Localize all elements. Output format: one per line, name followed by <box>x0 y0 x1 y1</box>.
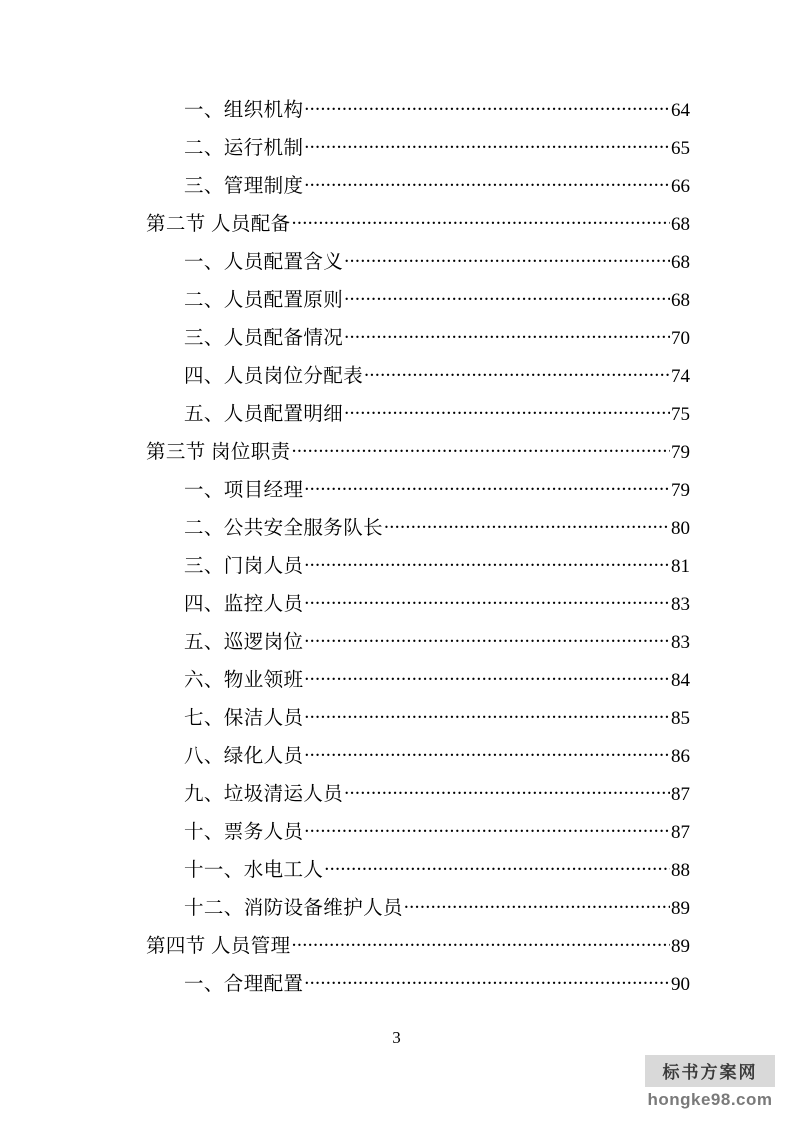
toc-entry-page-number: 68 <box>671 251 690 273</box>
toc-entry-page-number: 85 <box>671 707 690 729</box>
toc-entry-page-number: 88 <box>671 859 690 881</box>
page-number: 3 <box>392 1028 401 1047</box>
toc-entry-label: 三、门岗人员 <box>184 555 304 577</box>
toc-entry[interactable] <box>110 856 690 894</box>
watermark-url-text: hongke98.com <box>647 1090 773 1109</box>
toc-entry[interactable] <box>110 780 690 818</box>
watermark <box>645 1055 775 1110</box>
toc-leader-dots <box>304 970 670 990</box>
toc-entry-page-number: 81 <box>671 555 690 577</box>
toc-leader-dots <box>304 590 670 610</box>
toc-entry-label: 四、监控人员 <box>184 593 304 615</box>
toc-entry[interactable] <box>110 438 690 476</box>
toc-leader-dots <box>344 400 670 420</box>
toc-leader-dots <box>292 932 670 952</box>
toc-entry-page-number: 68 <box>671 213 690 235</box>
toc-entry-label: 第二节 人员配备 <box>146 213 291 235</box>
toc-leader-dots <box>304 134 670 154</box>
toc-entry[interactable] <box>110 628 690 666</box>
toc-entry-label: 六、物业领班 <box>184 669 304 691</box>
toc-leader-dots <box>344 286 670 306</box>
toc-entry[interactable] <box>110 818 690 856</box>
toc-leader-dots <box>304 476 670 496</box>
toc-entry[interactable] <box>110 248 690 286</box>
toc-entry-page-number: 64 <box>671 99 690 121</box>
toc-entry-label: 第三节 岗位职责 <box>146 441 291 463</box>
toc-entry-page-number: 79 <box>671 441 690 463</box>
toc-leader-dots <box>344 780 670 800</box>
toc-entry-page-number: 74 <box>671 365 690 387</box>
watermark-brand-text: 标书方案网 <box>645 1055 775 1087</box>
toc-entry-label: 一、组织机构 <box>184 99 304 121</box>
toc-entry-page-number: 83 <box>671 593 690 615</box>
toc-entry-page-number: 79 <box>671 479 690 501</box>
toc-entry-label: 一、人员配置含义 <box>184 251 344 273</box>
toc-entry-page-number: 75 <box>671 403 690 425</box>
toc-entry-page-number: 70 <box>671 327 690 349</box>
toc-entry-page-number: 68 <box>671 289 690 311</box>
toc-entry-label: 第四节 人员管理 <box>146 935 291 957</box>
toc-leader-dots <box>304 96 670 116</box>
toc-entry[interactable] <box>110 286 690 324</box>
toc-entry-label: 七、保洁人员 <box>184 707 304 729</box>
toc-entry[interactable] <box>110 704 690 742</box>
toc-entry[interactable] <box>110 894 690 932</box>
toc-entry[interactable] <box>110 172 690 210</box>
toc-entry-label: 九、垃圾清运人员 <box>184 783 344 805</box>
toc-entry-label: 八、绿化人员 <box>184 745 304 767</box>
toc-entry-label: 一、项目经理 <box>184 479 304 501</box>
toc-entry-page-number: 65 <box>671 137 690 159</box>
toc-leader-dots <box>324 856 670 876</box>
toc-leader-dots <box>304 628 670 648</box>
toc-entry[interactable] <box>110 552 690 590</box>
toc-entry[interactable] <box>110 666 690 704</box>
toc-entry-label: 四、人员岗位分配表 <box>184 365 364 387</box>
toc-entry-page-number: 87 <box>671 783 690 805</box>
toc-entry[interactable] <box>110 476 690 514</box>
toc-entry[interactable] <box>110 970 690 1008</box>
toc-leader-dots <box>304 704 670 724</box>
toc-entry-page-number: 89 <box>671 935 690 957</box>
toc-entry-label: 十一、水电工人 <box>184 859 324 881</box>
toc-entry-page-number: 83 <box>671 631 690 653</box>
toc-leader-dots <box>304 818 670 838</box>
table-of-contents <box>110 96 690 1008</box>
toc-entry-label: 十、票务人员 <box>184 821 304 843</box>
toc-entry-page-number: 87 <box>671 821 690 843</box>
toc-entry-label: 三、人员配备情况 <box>184 327 344 349</box>
toc-entry[interactable] <box>110 210 690 248</box>
toc-entry-page-number: 80 <box>671 517 690 539</box>
toc-leader-dots <box>304 552 670 572</box>
toc-entry[interactable] <box>110 134 690 172</box>
toc-entry[interactable] <box>110 590 690 628</box>
toc-entry-page-number: 66 <box>671 175 690 197</box>
toc-entry-page-number: 84 <box>671 669 690 691</box>
toc-entry-page-number: 90 <box>671 973 690 995</box>
toc-leader-dots <box>304 666 670 686</box>
toc-leader-dots <box>304 742 670 762</box>
toc-entry[interactable] <box>110 400 690 438</box>
toc-entry-label: 二、公共安全服务队长 <box>184 517 384 539</box>
toc-leader-dots <box>364 362 670 382</box>
toc-entry-page-number: 89 <box>671 897 690 919</box>
toc-entry-label: 一、合理配置 <box>184 973 304 995</box>
toc-entry[interactable] <box>110 514 690 552</box>
toc-entry-label: 二、运行机制 <box>184 137 304 159</box>
toc-leader-dots <box>304 172 670 192</box>
toc-leader-dots <box>344 248 670 268</box>
toc-entry[interactable] <box>110 742 690 780</box>
toc-leader-dots <box>344 324 670 344</box>
toc-entry[interactable] <box>110 932 690 970</box>
toc-entry[interactable] <box>110 362 690 400</box>
toc-leader-dots <box>292 210 670 230</box>
toc-leader-dots <box>404 894 670 914</box>
toc-entry-label: 二、人员配置原则 <box>184 289 344 311</box>
toc-entry[interactable] <box>110 96 690 134</box>
toc-leader-dots <box>384 514 670 534</box>
toc-entry-label: 十二、消防设备维护人员 <box>184 897 403 919</box>
toc-entry-page-number: 86 <box>671 745 690 767</box>
toc-leader-dots <box>292 438 670 458</box>
toc-entry-label: 五、巡逻岗位 <box>184 631 304 653</box>
toc-entry[interactable] <box>110 324 690 362</box>
toc-entry-label: 三、管理制度 <box>184 175 304 197</box>
toc-entry-label: 五、人员配置明细 <box>184 403 344 425</box>
